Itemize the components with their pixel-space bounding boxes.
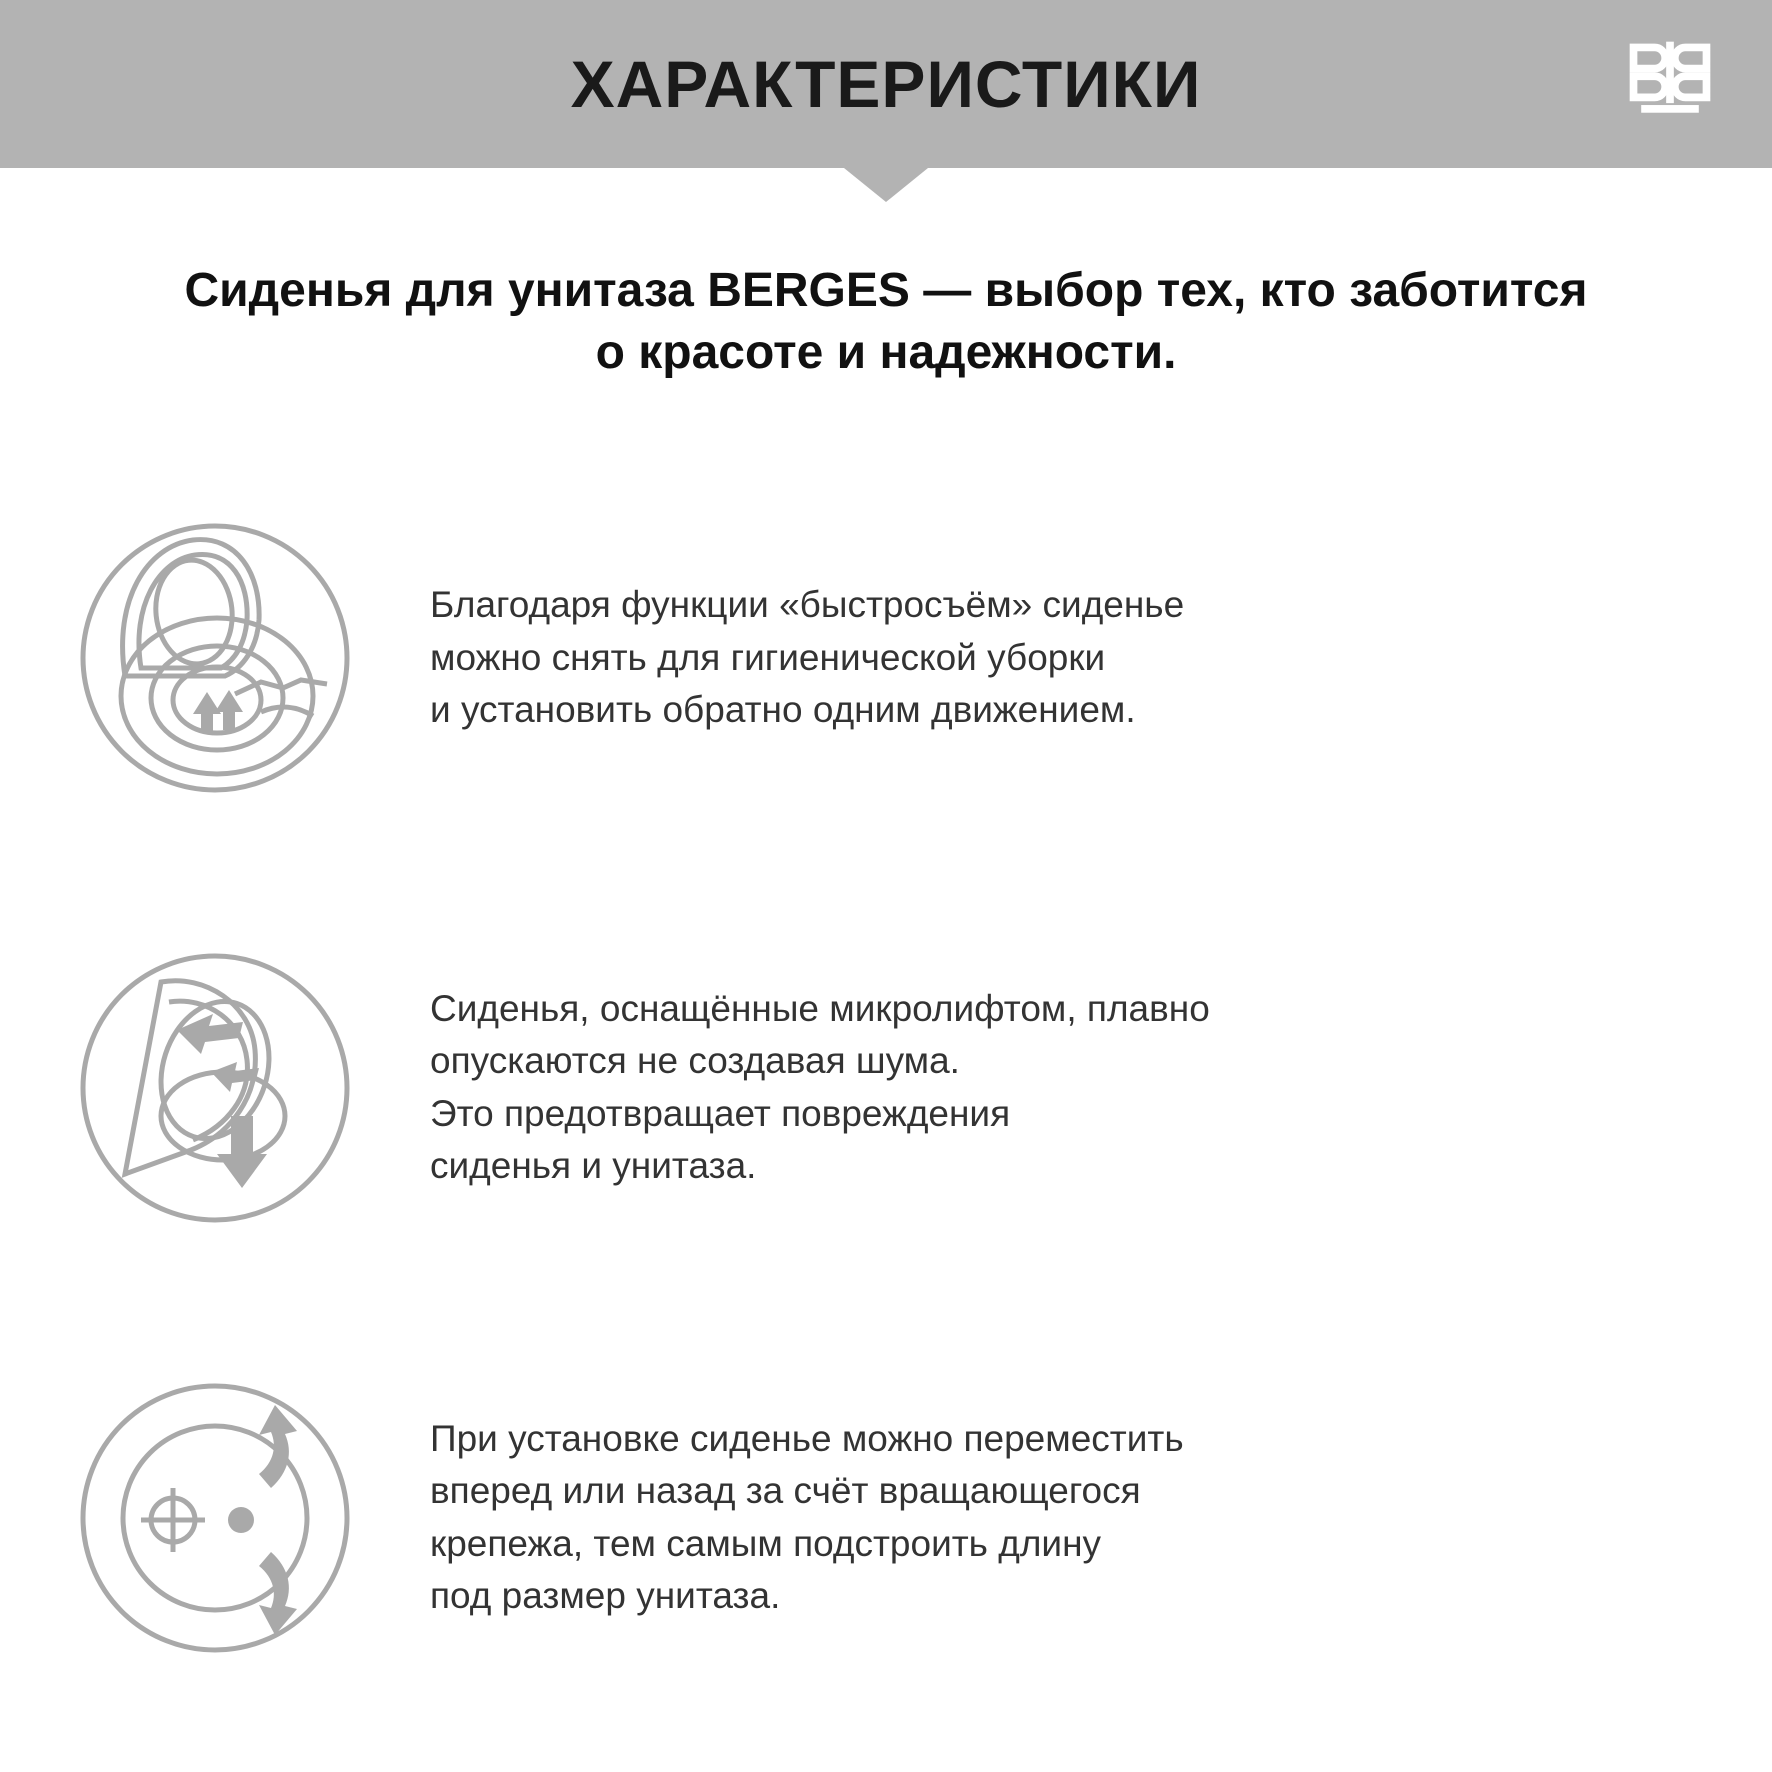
feature-text-line: Это предотвращает повреждения [430, 1092, 1011, 1134]
feature-text-line: Благодаря функции «быстросъём» сиденье [430, 583, 1185, 625]
feature-row [0, 1303, 1772, 1733]
feature-text [430, 1413, 1304, 1623]
feature-text-line: крепежа, тем самым подстроить длину [430, 1522, 1102, 1564]
quick-release-seat-icon [0, 508, 430, 808]
feature-text [430, 983, 1330, 1193]
feature-row [0, 443, 1772, 873]
berges-logo [1622, 34, 1718, 130]
feature-text-line: Сиденья, оснащённые микролифтом, плавно [430, 987, 1210, 1029]
feature-text-line: и установить обратно одним движением. [430, 689, 1136, 731]
adjustable-mount-icon [0, 1368, 430, 1668]
feature-text-line: под размер унитаза. [430, 1575, 781, 1617]
feature-text [430, 579, 1304, 737]
feature-text-line: При установке сиденье можно переместить [430, 1417, 1184, 1459]
intro-line-1: Сиденья для унитаза BERGES — выбор тех, кто заботится [184, 264, 1588, 317]
header-notch [844, 168, 928, 202]
feature-text-line: можно снять для гигиенической уборки [430, 636, 1106, 678]
soft-close-microlift-icon [0, 938, 430, 1238]
feature-text-line: вперед или назад за счёт вращающегося [430, 1470, 1141, 1512]
page-header [0, 0, 1772, 168]
intro-line-2: о красоте и надежности. [595, 326, 1177, 380]
feature-list [0, 443, 1772, 1733]
intro-heading [121, 260, 1651, 385]
page-title: ХАРАКТЕРИСТИКИ [570, 47, 1202, 121]
feature-text-line: сиденья и унитаза. [430, 1145, 757, 1187]
feature-row [0, 873, 1772, 1303]
feature-text-line: опускаются не создавая шума. [430, 1040, 960, 1082]
